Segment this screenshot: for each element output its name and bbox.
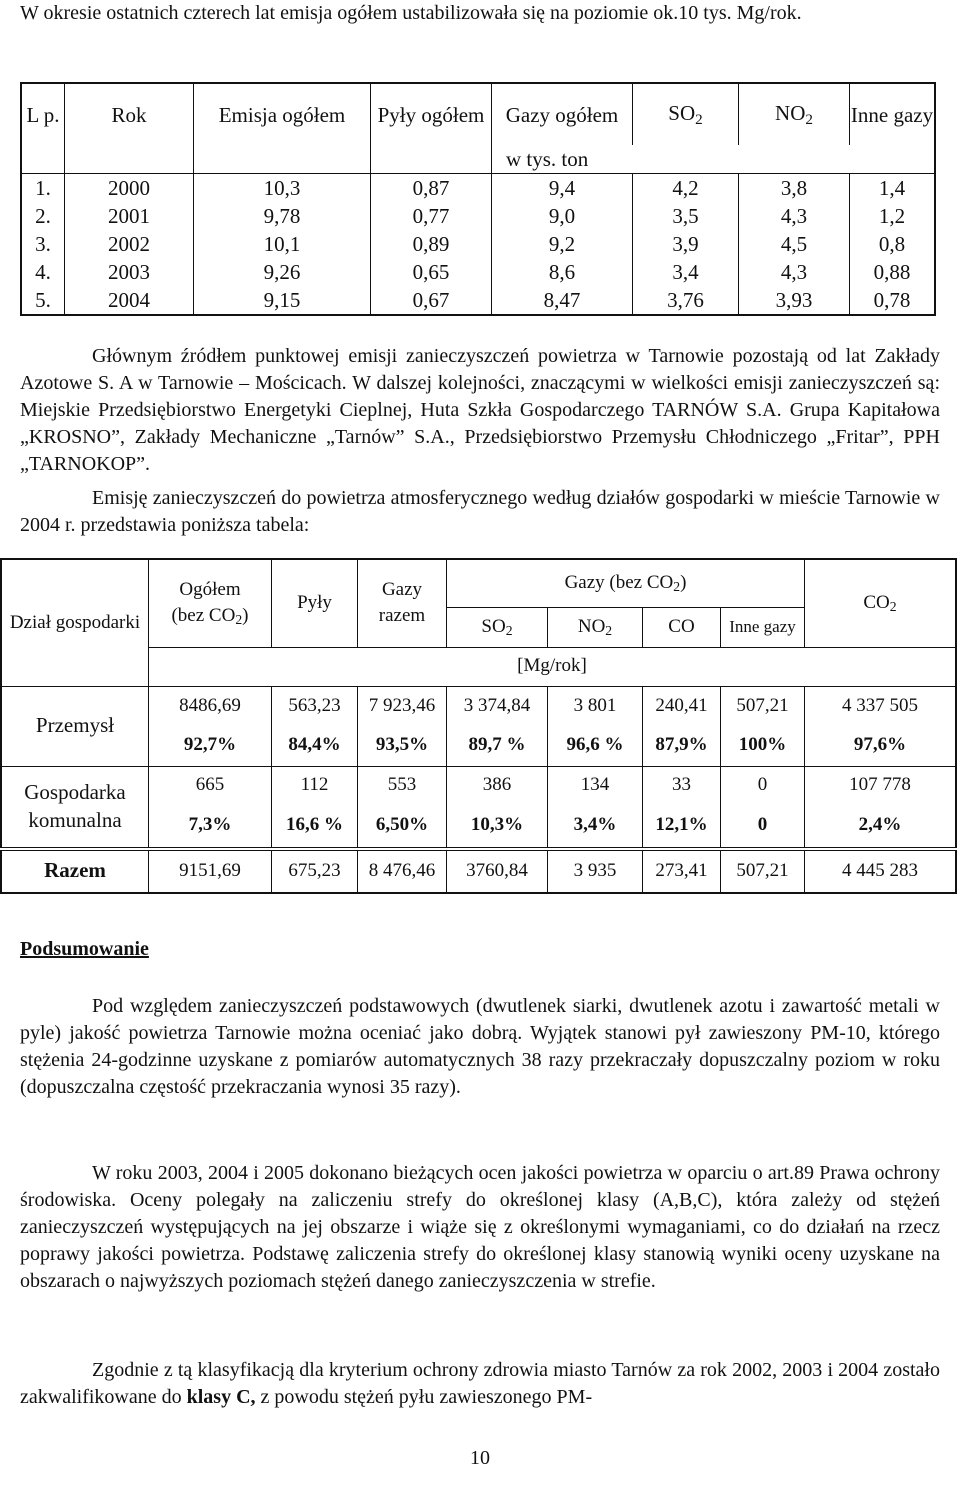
table-row: Przemysł 8486,69 563,23 7 923,46 3 374,84 3 801 240,41 507,21 4 337 505 <box>1 686 956 726</box>
row-label-razem: Razem <box>1 849 149 893</box>
col-so2-header: $SO_2$ <box>447 607 548 647</box>
col-no2-header: $NO_2$ <box>739 83 850 145</box>
col-no2-header: $NO_2$ <box>548 607 643 647</box>
class-c-text: klasy C, <box>186 1386 256 1408</box>
row-label-komunalna: Gospodarka komunalna <box>1 766 149 849</box>
table-row: 3. 2002 10,1 0,89 9,2 3,9 4,5 0,8 <box>21 230 935 258</box>
para-text: Zgodnie z tą klasyfikacją dla kryterium ochrony zdrowia miasto Tarnów za rok 2002, 2003 i 2004 zostało zakwalifikowane do <box>20 1359 940 1408</box>
emission-years-table <box>20 82 936 316</box>
col-pyly-header: Pyły ogółem <box>371 83 492 145</box>
col-pyly-header: Pyły <box>272 559 358 647</box>
col-dzial-header: Dział gospodarki <box>1 559 149 686</box>
col-emisja-header: Emisja ogółem <box>194 83 371 145</box>
summary-paragraph-3 <box>20 1357 940 1411</box>
summary-heading: Podsumowanie <box>20 938 149 960</box>
sources-paragraph: Głównym źródłem punktowej emisji zanieczyszczeń powietrza w Tarnowie pozostają od lat Zakłady Azotowe S. A w Tarnowie – Mościcach. W dalszej kolejności, znaczącymi w wielkości emisji zanieczyszczeń są: Miejskie Przedsiębiorstwo Energetyki Cieplnej, Huta Szkła Gospodarczego TARNÓW S.A. Grupa Kapitałowa „KROSNO”, Zakłady Mechaniczne „Tarnów” S.A., Przedsiębiorstwo Przemysłu Chłodniczego „Fritar”, PPH „TARNOKOP”. <box>20 345 940 475</box>
unit-label: [Mg/rok] <box>149 647 957 686</box>
col-gazy-header: Gazy razem <box>358 559 447 647</box>
table-row: Gospodarka komunalna 665 112 553 386 134 33 0 107 778 <box>1 766 956 805</box>
col-rok-header: Rok <box>65 83 194 145</box>
summary-paragraph-1: Pod względem zanieczyszczeń podstawowych (dwutlenek siarki, dwutlenek azotu i zawartość metali w pyle) jakość powietrza Tarnowie można oceniać jako dobrą. Wyjątek stanowi pył zawieszony PM-10, którego stężenia 24-godzinne uzyskane z pomiarów automatycznych 38 razy przekraczały dopuszczalny poziom w roku (dopuszczalna częstość przekraczania wynosi 35 razy). <box>20 995 940 1098</box>
gazy-bez-co2-header: Gazy (bez $CO_2$) <box>447 559 805 607</box>
col-so2-header: $SO_2$ <box>633 83 739 145</box>
unit-label: w tys. ton <box>492 145 936 174</box>
table-intro-paragraph: Emisję zanieczyszczeń do powietrza atmosferycznego według działów gospodarki w mieście Tarnowie w 2004 r. przedstawia poniższa tabela: <box>20 487 940 536</box>
para-text: z powodu stężeń pyłu zawieszonego PM- <box>255 1386 593 1408</box>
page-number: 10 <box>470 1447 490 1469</box>
table-row: 7,3% 16,6 % 6,50% 10,3% 3,4% 12,1% 0 2,4% <box>1 805 956 849</box>
col-co-header: CO <box>643 607 721 647</box>
emission-sectors-table <box>0 558 957 894</box>
col-inne-header: Inne gazy <box>850 83 936 145</box>
summary-paragraph-2: W roku 2003, 2004 i 2005 dokonano bieżących ocen jakości powietrza w oparciu o art.89 Prawa ochrony środowiska. Oceny polegały na zaliczeniu strefy do określonej klasy (A,B,C), która zależy od stężeń zanieczyszczeń występujących na jej obszarze i wiąże się z określonymi wymaganiami, co do działań na rzecz poprawy jakości powietrza. Podstawę zaliczenia strefy do określonej klasy stanowią wyniki oceny uzyskane na obszarach o najwyższych poziomach stężeń danego zanieczyszczenia w strefie. <box>20 1162 940 1292</box>
table-row-total: Razem 9151,69 675,23 8 476,46 3760,84 3 935 273,41 507,21 4 445 283 <box>1 849 956 893</box>
col-inne-header: Inne gazy <box>721 607 805 647</box>
table-row: 5. 2004 9,15 0,67 8,47 3,76 3,93 0,78 <box>21 286 935 315</box>
col-co2-header: $CO_2$ <box>805 559 957 647</box>
intro-paragraph: W okresie ostatnich czterech lat emisja ogółem ustabilizowała się na poziomie ok.10 tys. Mg/rok. <box>20 2 802 24</box>
table-row: 4. 2003 9,26 0,65 8,6 3,4 4,3 0,88 <box>21 258 935 286</box>
col-ogolem-header: Ogółem (bez $CO_2$) <box>149 559 272 647</box>
table-row: 1. 2000 10,3 0,87 9,4 4,2 3,8 1,4 <box>21 174 935 203</box>
table-row: 92,7% 84,4% 93,5% 89,7 % 96,6 % 87,9% 100% 97,6% <box>1 726 956 766</box>
col-gazy-header: Gazy ogółem <box>492 83 633 145</box>
table-row: 2. 2001 9,78 0,77 9,0 3,5 4,3 1,2 <box>21 202 935 230</box>
col-lp-header: L p. <box>21 83 65 145</box>
row-label-przemysl: Przemysł <box>1 686 149 766</box>
